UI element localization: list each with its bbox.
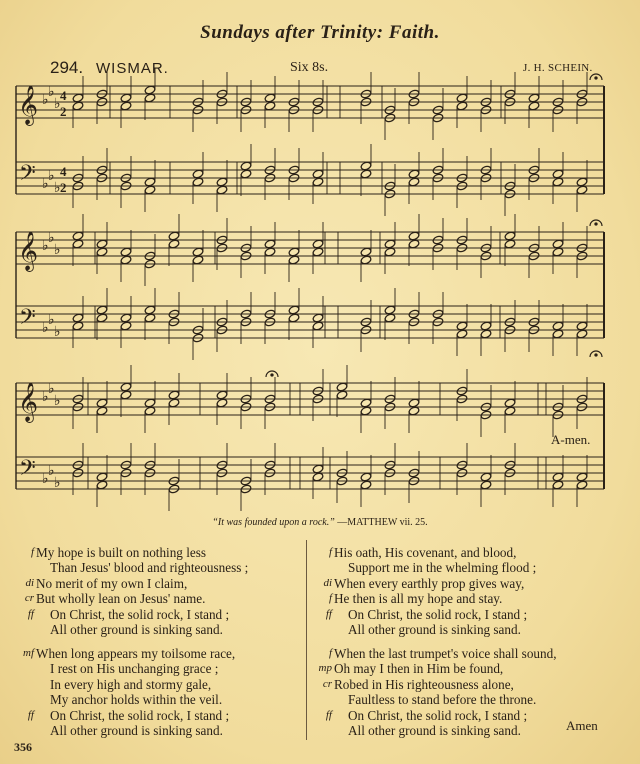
verse-text: But wholly lean on Jesus' name. bbox=[36, 591, 206, 607]
notehead bbox=[552, 321, 564, 331]
notehead bbox=[96, 305, 108, 315]
notehead bbox=[360, 472, 372, 482]
verse-text: Than Jesus' blood and righteousness ; bbox=[50, 560, 249, 576]
notehead bbox=[120, 101, 132, 111]
notehead bbox=[312, 169, 324, 179]
verse-text: Oh may I then in Him be found, bbox=[334, 661, 504, 677]
notehead bbox=[552, 177, 564, 187]
verse-line bbox=[334, 622, 536, 637]
notehead bbox=[480, 472, 492, 482]
time-signature: 4 bbox=[60, 88, 67, 103]
notehead bbox=[480, 321, 492, 331]
tune-name: WISMAR. bbox=[96, 60, 169, 77]
verse-text: Robed in His righteousness alone, bbox=[334, 676, 514, 692]
notehead bbox=[120, 313, 132, 323]
notehead bbox=[168, 398, 180, 408]
scripture-citation bbox=[0, 517, 640, 528]
notehead bbox=[72, 313, 84, 323]
flat-icon: ♭ bbox=[54, 181, 61, 196]
dynamic-marking: ff bbox=[27, 708, 34, 721]
dynamic-marking: ff bbox=[325, 607, 332, 620]
verse-line bbox=[27, 606, 248, 622]
notehead bbox=[192, 169, 204, 179]
notehead bbox=[456, 101, 468, 111]
dynamic-marking: di bbox=[25, 576, 34, 589]
verse-line bbox=[27, 707, 235, 723]
stanza-4 bbox=[318, 646, 557, 738]
verse-line bbox=[30, 545, 248, 560]
flat-icon: ♭ bbox=[54, 243, 61, 258]
notehead bbox=[120, 382, 132, 392]
dynamic-marking: mp bbox=[318, 662, 332, 675]
notehead bbox=[552, 247, 564, 257]
notehead bbox=[528, 101, 540, 111]
notehead bbox=[192, 177, 204, 187]
notehead bbox=[384, 313, 396, 323]
notehead bbox=[360, 247, 372, 257]
notehead bbox=[360, 398, 372, 408]
verse-line bbox=[325, 606, 536, 622]
verse-text: All other ground is sinking sand. bbox=[50, 722, 223, 738]
flat-icon: ♭ bbox=[42, 93, 49, 108]
notehead bbox=[312, 239, 324, 249]
dynamic-marking: f bbox=[30, 546, 34, 558]
dynamic-marking: mf bbox=[23, 647, 34, 659]
verse-text: Support me in the whelming flood ; bbox=[348, 560, 537, 576]
notehead bbox=[576, 177, 588, 187]
notehead bbox=[408, 177, 420, 187]
treble-clef-icon: 𝄞 bbox=[18, 231, 39, 271]
stanza-1 bbox=[24, 545, 249, 637]
verse-text: My hope is built on nothing less bbox=[36, 545, 206, 560]
dynamic-marking: di bbox=[323, 576, 332, 589]
dynamic-marking: ff bbox=[325, 708, 332, 721]
notehead bbox=[456, 321, 468, 331]
notehead bbox=[96, 239, 108, 249]
time-signature: 2 bbox=[60, 104, 67, 119]
notehead bbox=[96, 398, 108, 408]
flat-icon: ♭ bbox=[42, 177, 49, 192]
notehead bbox=[576, 480, 588, 490]
bass-clef-icon: 𝄢 bbox=[19, 305, 36, 335]
notehead bbox=[408, 231, 420, 241]
flat-icon: ♭ bbox=[48, 464, 55, 479]
verse-text: On Christ, the solid rock, I stand ; bbox=[50, 707, 230, 723]
notehead bbox=[504, 231, 516, 241]
verse-line bbox=[36, 677, 235, 692]
verse-line bbox=[36, 661, 235, 676]
notehead bbox=[96, 472, 108, 482]
verse-line bbox=[36, 560, 248, 575]
flat-icon: ♭ bbox=[42, 472, 49, 487]
dynamic-marking: ff bbox=[27, 607, 34, 620]
notehead bbox=[72, 93, 84, 103]
notehead bbox=[96, 480, 108, 490]
notehead bbox=[360, 161, 372, 171]
notehead bbox=[552, 472, 564, 482]
fermata-dot bbox=[271, 374, 273, 376]
flat-icon: ♭ bbox=[54, 394, 61, 409]
notehead bbox=[192, 255, 204, 265]
notehead bbox=[168, 239, 180, 249]
time-signature: 4 bbox=[60, 164, 67, 179]
notehead bbox=[264, 239, 276, 249]
notehead bbox=[456, 329, 468, 339]
fermata-dot bbox=[595, 354, 597, 356]
notehead bbox=[576, 329, 588, 339]
notehead bbox=[312, 472, 324, 482]
notehead bbox=[264, 93, 276, 103]
notehead bbox=[408, 239, 420, 249]
notehead bbox=[360, 480, 372, 490]
verse-line bbox=[25, 575, 248, 591]
composer-name: J. H. SCHEIN. bbox=[523, 62, 593, 74]
time-signature: 2 bbox=[60, 180, 67, 195]
notehead bbox=[168, 231, 180, 241]
notehead bbox=[264, 101, 276, 111]
verse-line bbox=[36, 692, 235, 707]
notehead bbox=[120, 247, 132, 257]
notehead bbox=[288, 313, 300, 323]
notehead bbox=[264, 247, 276, 257]
verse-text: When every earthly prop gives way, bbox=[334, 575, 525, 591]
verse-line bbox=[322, 676, 557, 692]
notehead bbox=[240, 161, 252, 171]
verse-line bbox=[36, 723, 235, 738]
notehead bbox=[144, 93, 156, 103]
notehead bbox=[288, 255, 300, 265]
notehead bbox=[144, 406, 156, 416]
verse-amen: Amen bbox=[566, 718, 598, 733]
notehead bbox=[288, 247, 300, 257]
verse-line bbox=[23, 646, 236, 661]
verse-text: His oath, His covenant, and blood, bbox=[334, 545, 517, 560]
notehead bbox=[336, 382, 348, 392]
notehead bbox=[480, 329, 492, 339]
dynamic-marking: cr bbox=[24, 592, 34, 605]
verse-line bbox=[334, 723, 557, 738]
notehead bbox=[120, 390, 132, 400]
verse-line bbox=[323, 575, 536, 591]
stanza-3 bbox=[323, 545, 537, 637]
notehead bbox=[552, 329, 564, 339]
treble-clef-icon: 𝄞 bbox=[18, 382, 39, 422]
notehead bbox=[456, 93, 468, 103]
notehead bbox=[384, 305, 396, 315]
notehead bbox=[408, 169, 420, 179]
notehead bbox=[408, 398, 420, 408]
flat-icon: ♭ bbox=[48, 313, 55, 328]
verse-line bbox=[328, 545, 536, 560]
flat-icon: ♭ bbox=[54, 476, 61, 491]
citation-quote: “It was founded upon a rock.” bbox=[212, 517, 335, 528]
notehead bbox=[312, 247, 324, 257]
notehead bbox=[72, 321, 84, 331]
notehead bbox=[144, 313, 156, 323]
flat-icon: ♭ bbox=[48, 231, 55, 246]
flat-icon: ♭ bbox=[48, 382, 55, 397]
notehead bbox=[552, 239, 564, 249]
verse-line bbox=[36, 622, 248, 637]
verse-text: On Christ, the solid rock, I stand ; bbox=[348, 707, 528, 723]
verse-line bbox=[328, 591, 536, 607]
notehead bbox=[72, 231, 84, 241]
verse-text: On Christ, the solid rock, I stand ; bbox=[348, 606, 528, 622]
notehead bbox=[216, 398, 228, 408]
verse-text: Faultless to stand before the throne. bbox=[348, 692, 537, 708]
verse-text: My anchor holds within the veil. bbox=[50, 692, 223, 708]
stanza-2 bbox=[23, 646, 236, 738]
notehead bbox=[504, 239, 516, 249]
verse-text: When long appears my toilsome race, bbox=[36, 646, 236, 661]
dynamic-marking: f bbox=[328, 592, 332, 605]
notehead bbox=[552, 169, 564, 179]
notehead bbox=[216, 185, 228, 195]
flat-icon: ♭ bbox=[42, 390, 49, 405]
notehead bbox=[120, 321, 132, 331]
bass-clef-icon: 𝄢 bbox=[19, 161, 36, 191]
fermata-dot bbox=[595, 223, 597, 225]
notehead bbox=[216, 390, 228, 400]
notehead bbox=[96, 313, 108, 323]
notehead bbox=[96, 247, 108, 257]
notehead bbox=[384, 239, 396, 249]
meter-label: Six 8s. bbox=[290, 60, 329, 75]
notehead bbox=[144, 398, 156, 408]
fermata-dot bbox=[595, 77, 597, 79]
verse-line bbox=[318, 661, 557, 677]
notehead bbox=[384, 247, 396, 257]
page-title: Sundays after Trinity: Faith. bbox=[200, 22, 440, 43]
notehead bbox=[504, 398, 516, 408]
notehead bbox=[120, 93, 132, 103]
notehead bbox=[192, 247, 204, 257]
notehead bbox=[312, 321, 324, 331]
verse-text: No merit of my own I claim, bbox=[36, 575, 188, 591]
verse-line bbox=[325, 707, 557, 723]
notehead bbox=[312, 313, 324, 323]
bass-clef-icon: 𝄢 bbox=[19, 456, 36, 486]
treble-clef-icon: 𝄞 bbox=[18, 85, 39, 125]
notehead bbox=[528, 93, 540, 103]
notehead bbox=[168, 390, 180, 400]
flat-icon: ♭ bbox=[42, 321, 49, 336]
flat-icon: ♭ bbox=[42, 239, 49, 254]
notehead bbox=[576, 185, 588, 195]
verse-text: In every high and stormy gale, bbox=[50, 676, 212, 692]
flat-icon: ♭ bbox=[48, 169, 55, 184]
citation-reference: —MATTHEW vii. 25. bbox=[337, 517, 428, 528]
verse-text: I rest on His unchanging grace ; bbox=[50, 661, 219, 677]
notehead bbox=[360, 169, 372, 179]
flat-icon: ♭ bbox=[48, 85, 55, 100]
notehead bbox=[216, 177, 228, 187]
verse-text: All other ground is sinking sand. bbox=[348, 722, 521, 738]
flat-icon: ♭ bbox=[54, 325, 61, 340]
amen-label: A-men. bbox=[551, 432, 591, 447]
flat-icon: ♭ bbox=[54, 97, 61, 112]
notehead bbox=[312, 177, 324, 187]
notehead bbox=[72, 101, 84, 111]
verse-line bbox=[334, 560, 536, 575]
notehead bbox=[576, 472, 588, 482]
column-divider bbox=[306, 540, 307, 740]
dynamic-marking: f bbox=[328, 647, 332, 659]
notehead bbox=[120, 255, 132, 265]
notehead bbox=[72, 239, 84, 249]
verse-text: When the last trumpet's voice shall sound, bbox=[334, 646, 557, 661]
notehead bbox=[480, 480, 492, 490]
verse-text: On Christ, the solid rock, I stand ; bbox=[50, 606, 230, 622]
verse-text: He then is all my hope and stay. bbox=[334, 591, 503, 607]
notehead bbox=[96, 406, 108, 416]
verse-line bbox=[334, 692, 557, 707]
notehead bbox=[288, 305, 300, 315]
notehead bbox=[144, 177, 156, 187]
page-number: 356 bbox=[14, 740, 32, 754]
notehead bbox=[360, 406, 372, 416]
notehead bbox=[144, 305, 156, 315]
hymn-number: 294. bbox=[50, 58, 84, 77]
dynamic-marking: cr bbox=[322, 677, 332, 690]
verse-text: All other ground is sinking sand. bbox=[348, 621, 521, 637]
verse-text: All other ground is sinking sand. bbox=[50, 621, 223, 637]
notehead bbox=[408, 406, 420, 416]
verse-line bbox=[24, 591, 248, 607]
notehead bbox=[336, 390, 348, 400]
notehead bbox=[240, 169, 252, 179]
verse-line bbox=[328, 646, 557, 661]
notehead bbox=[312, 464, 324, 474]
notehead bbox=[144, 85, 156, 95]
notehead bbox=[144, 185, 156, 195]
dynamic-marking: f bbox=[328, 546, 332, 558]
notehead bbox=[576, 321, 588, 331]
notehead bbox=[552, 480, 564, 490]
notehead bbox=[504, 406, 516, 416]
notehead bbox=[360, 255, 372, 265]
